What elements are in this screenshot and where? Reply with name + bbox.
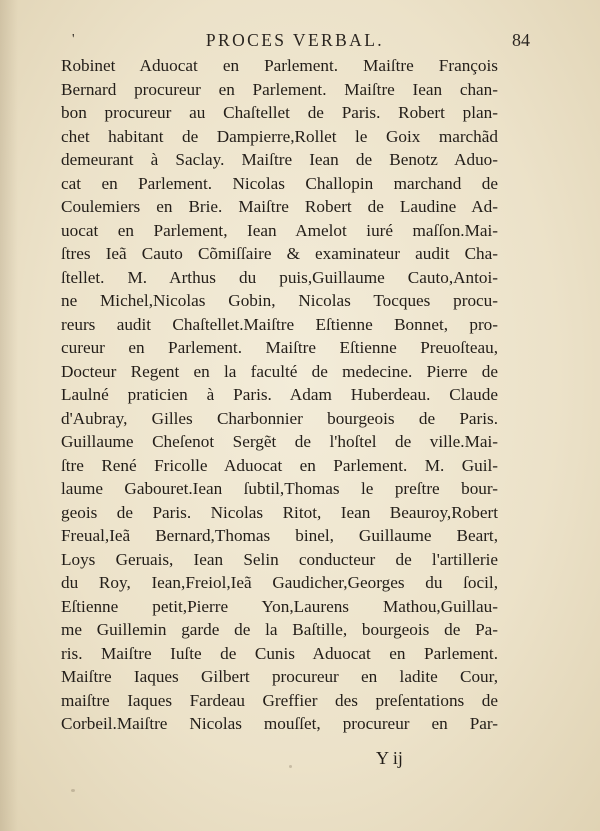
text-line: reurs audit Chaſtellet.Maiſtre Eſtienne Bonnet, pro- — [61, 314, 498, 334]
text-line: Robinet Aduocat en Parlement. Maiſtre François — [61, 56, 498, 75]
header-title: PROCES VERBAL. — [205, 30, 385, 50]
text-line: Loys Geruais, Iean Selin conducteur de l'artillerie — [61, 549, 498, 569]
text-line: chet habitant de Dampierre,Rollet le Goix marchãd — [61, 126, 498, 146]
text-line: cat en Parlement. Nicolas Challopin marchand de — [61, 173, 498, 193]
text-line: Maiſtre Iaques Gilbert procureur en ladite Cour, — [61, 667, 498, 686]
text-line: Eſtienne petit,Pierre Yon,Laurens Mathou,Guillau- — [61, 596, 498, 616]
text-line: Bernard procureur en Parlement. Maiſtre Iean chan- — [61, 79, 498, 99]
text-line: ſtellet. M. Arthus du puis,Guillaume Cauto,Antoi- — [61, 267, 498, 287]
ink-speck — [289, 765, 292, 768]
text-line: uocat en Parlement, Iean Amelot iuré maſſon.Mai- — [61, 220, 498, 240]
signature-mark: Y ij — [376, 748, 403, 768]
text-line: Docteur Regent en la faculté de medecine. Pierre de — [61, 361, 498, 381]
text-line: Laulné praticien à Paris. Adam Huberdeau. Claude — [61, 385, 498, 404]
text-line: maiſtre Iaques Fardeau Greffier des preſentations de — [61, 690, 498, 710]
text-line: ris. Maiſtre Iuſte de Cunis Aduocat en Parlement. — [61, 643, 498, 663]
text-line: Freual,Ieã Bernard,Thomas binel, Guillaume Beart, — [61, 526, 498, 545]
text-line: ſtres Ieã Cauto Cõmiſſaire & examinateur audit Cha- — [61, 244, 498, 263]
header-mark: ' — [72, 32, 75, 47]
text-line: geois de Paris. Nicolas Ritot, Iean Beauroy,Robert — [61, 502, 498, 522]
text-line: du Roy, Iean,Freiol,Ieã Gaudicher,Georges du ſocil, — [61, 573, 498, 592]
page-fold-shadow — [0, 0, 18, 831]
text-line: ſtre René Fricolle Aduocat en Parlement. M. Guil- — [61, 455, 498, 475]
text-line: ne Michel,Nicolas Gobin, Nicolas Tocques procu- — [61, 291, 498, 310]
text-line: cureur en Parlement. Maiſtre Eſtienne Preuoſteau, — [61, 338, 498, 357]
text-line: d'Aubray, Gilles Charbonnier bourgeois de Paris. — [61, 408, 498, 428]
text-line: Corbeil.Maiſtre Nicolas mouſſet, procureur en Par- — [61, 714, 498, 733]
text-line: Guillaume Cheſenot Sergẽt de l'hoſtel de ville.Mai- — [61, 432, 498, 451]
text-line: demeurant à Saclay. Maiſtre Iean de Benotz Aduo- — [61, 150, 498, 169]
text-line: laume Gabouret.Iean ſubtil,Thomas le preſtre bour- — [61, 479, 498, 498]
page-number: 84 — [512, 30, 530, 50]
running-header — [60, 30, 530, 54]
ink-speck — [71, 789, 75, 792]
text-line: bon procureur au Chaſtellet de Paris. Robert plan- — [61, 103, 498, 122]
text-line: Coulemiers en Brie. Maiſtre Robert de Laudine Ad- — [61, 197, 498, 216]
body-text — [61, 54, 498, 736]
text-line: me Guillemin garde de la Baſtille, bourgeois de Pa- — [61, 620, 498, 639]
